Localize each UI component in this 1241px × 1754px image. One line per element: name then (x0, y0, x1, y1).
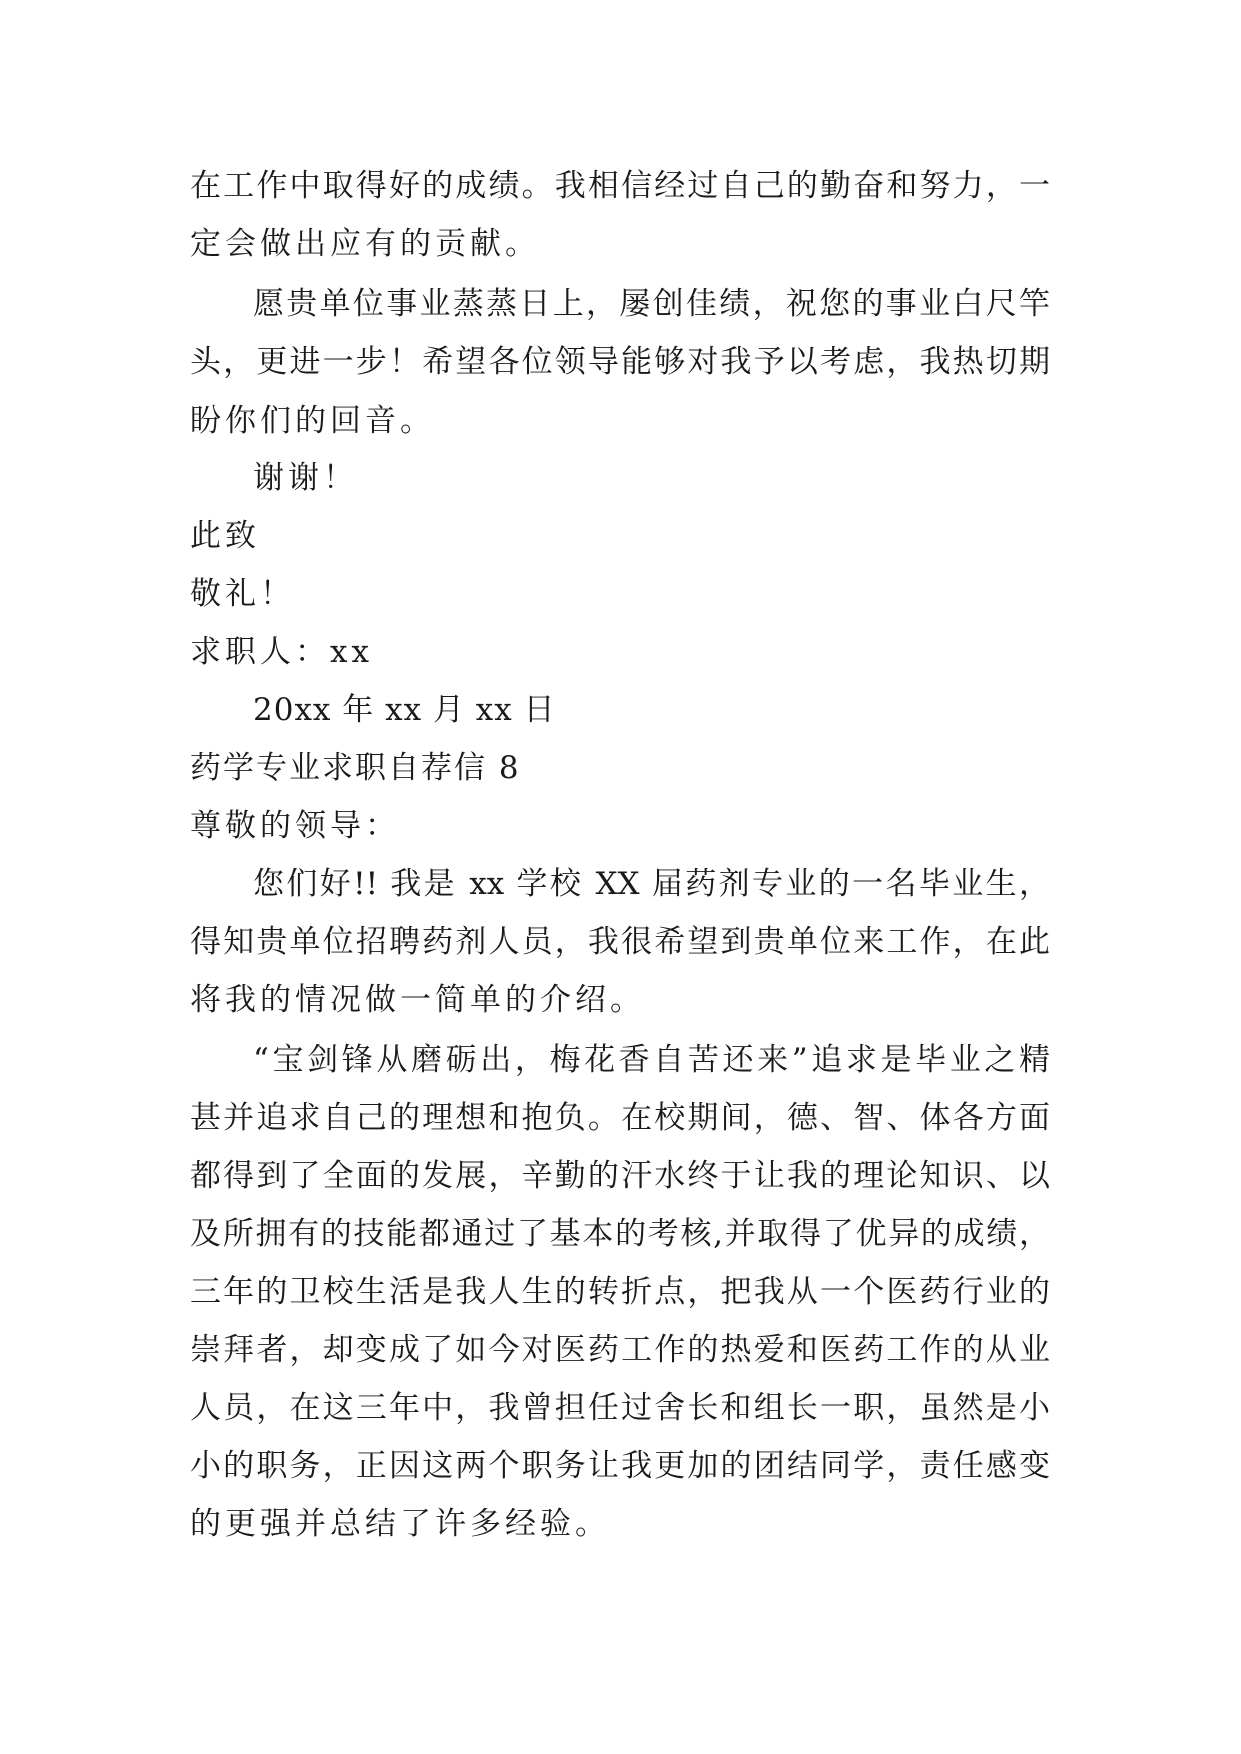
salutation-cizhi: 此致 (190, 518, 260, 554)
text-line: 小的职务，正因这两个职务让我更加的团结同学，责任感变 (190, 1448, 1050, 1484)
closing-thanks: 谢谢！ (253, 460, 358, 496)
text-line: 头，更进一步！希望各位领导能够对我予以考虑，我热切期 (190, 344, 1050, 380)
text-line: 您们好!! 我是 xx 学校 XX 届药剂专业的一名毕业生， (253, 866, 1050, 902)
text-line: 人员，在这三年中，我曾担任过舍长和组长一职，虽然是小 (190, 1390, 1050, 1426)
greeting: 尊敬的领导： (190, 808, 400, 844)
applicant-signature: 求职人：xx (190, 634, 373, 670)
text-line: 的更强并总结了许多经验。 (190, 1506, 610, 1542)
letter-date: 20xx 年 xx 月 xx 日 (253, 692, 556, 728)
text-line: 愿贵单位事业蒸蒸日上，屡创佳绩，祝您的事业白尺竿 (253, 286, 1050, 322)
text-line: 都得到了全面的发展，辛勤的汗水终于让我的理论知识、以 (190, 1158, 1050, 1194)
text-line: 定会做出应有的贡献。 (190, 226, 540, 262)
text-line: 得知贵单位招聘药剂人员，我很希望到贵单位来工作，在此 (190, 924, 1050, 960)
text-line: 将我的情况做一简单的介绍。 (190, 982, 645, 1018)
section-title: 药学专业求职自荐信 8 (190, 750, 521, 786)
text-line: 及所拥有的技能都通过了基本的考核,并取得了优异的成绩， (190, 1216, 1050, 1252)
text-line: “宝剑锋从磨砺出，梅花香自苦还来”追求是毕业之精 (253, 1042, 1050, 1078)
text-line: 在工作中取得好的成绩。我相信经过自己的勤奋和努力，一 (190, 168, 1050, 204)
salutation-jingli: 敬礼！ (190, 576, 295, 612)
text-line: 三年的卫校生活是我人生的转折点，把我从一个医药行业的 (190, 1274, 1050, 1310)
text-line: 甚并追求自己的理想和抱负。在校期间，德、智、体各方面 (190, 1100, 1050, 1136)
text-line: 盼你们的回音。 (190, 403, 435, 439)
text-line: 崇拜者，却变成了如今对医药工作的热爱和医药工作的从业 (190, 1332, 1050, 1368)
